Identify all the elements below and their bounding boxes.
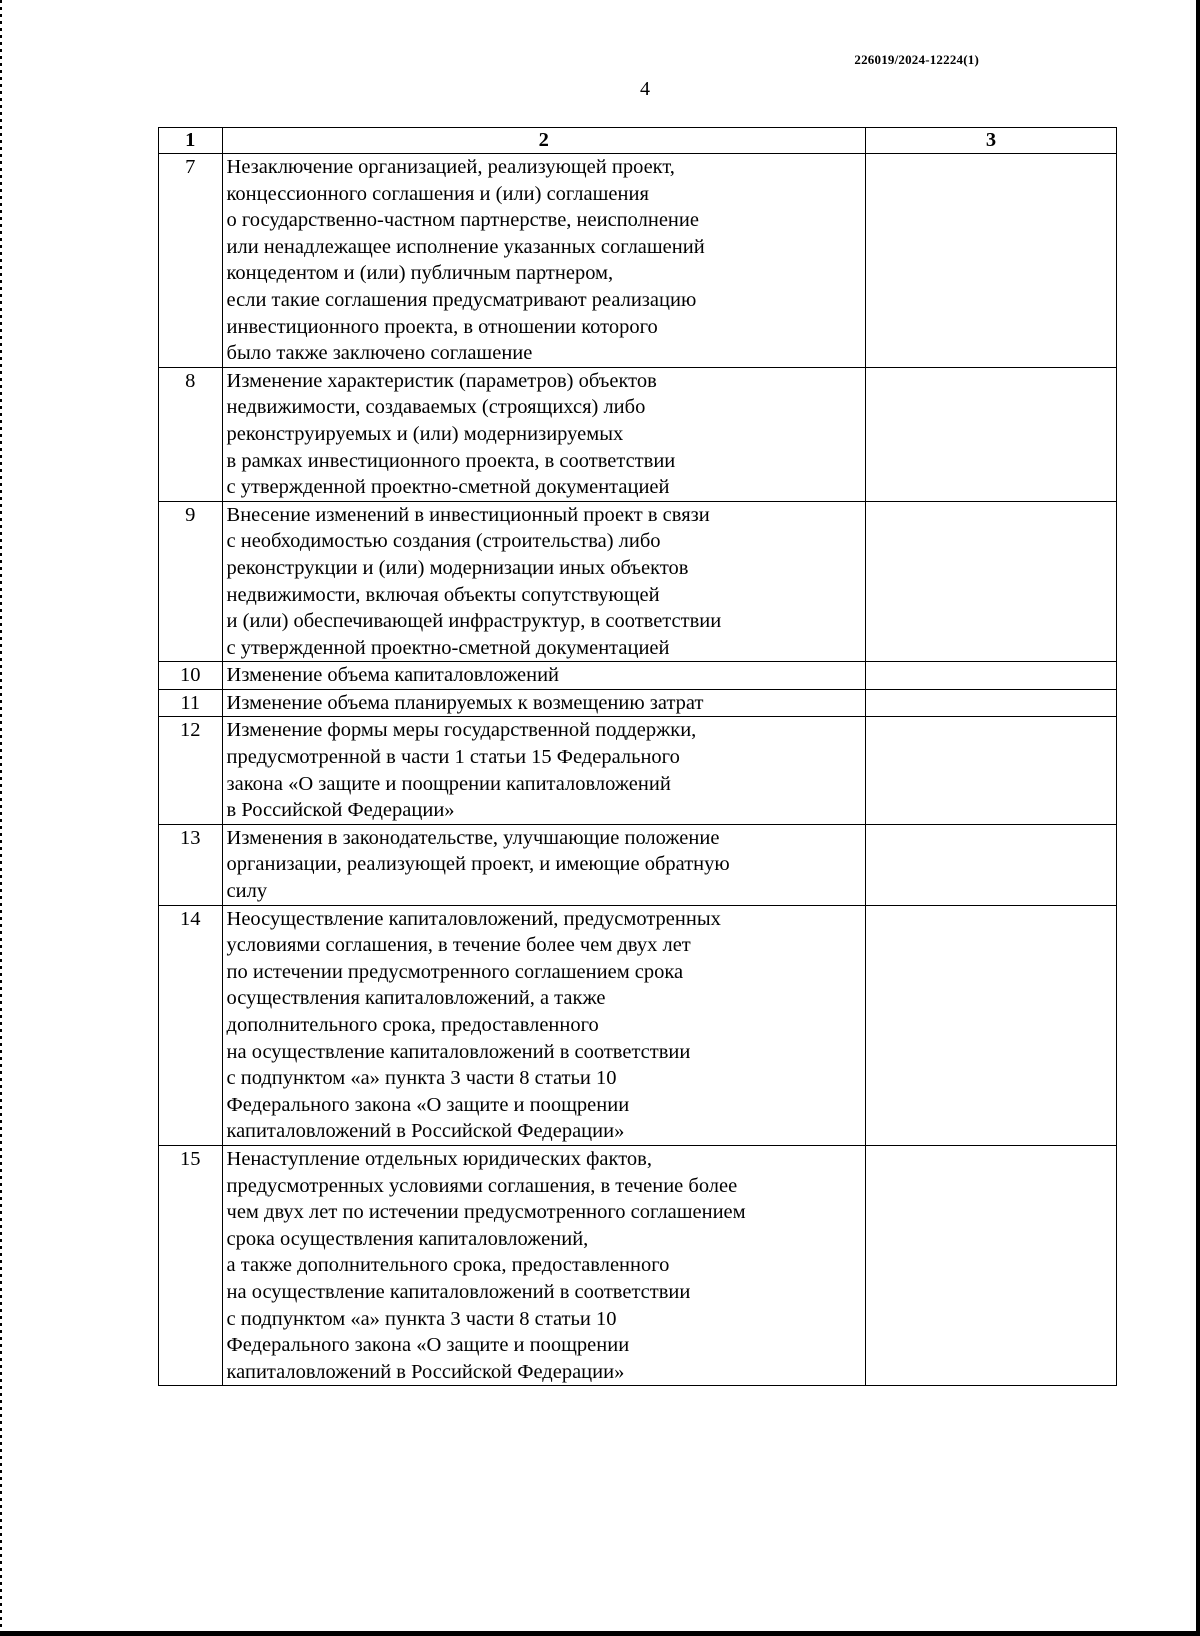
description-line: Неосуществление капиталовложений, предусмотренных <box>226 907 721 930</box>
row-number: 12 <box>159 717 223 824</box>
description-line: Изменение объема планируемых к возмещению затрат <box>226 691 704 714</box>
description-line: Изменение характеристик (параметров) объектов <box>226 369 657 392</box>
description-line: с подпунктом «а» пункта 3 части 8 статьи 10 <box>226 1067 617 1090</box>
row-number: 8 <box>159 367 223 501</box>
row-column-3 <box>865 662 1116 690</box>
description-line: реконструируемых и (или) модернизируемых <box>226 422 624 445</box>
description-line: по истечении предусмотренного соглашением срока <box>226 960 684 983</box>
description-line: силу <box>226 880 268 903</box>
row-column-3 <box>865 717 1116 824</box>
description-line: концессионного соглашения и (или) соглашения <box>226 182 649 205</box>
row-column-3 <box>865 824 1116 905</box>
description-line: с необходимостью создания (строительства) либо <box>226 530 661 553</box>
description-line: с утвержденной проектно-сметной документацией <box>226 636 670 659</box>
table-row <box>159 905 1117 1145</box>
description-line: Изменения в законодательстве, улучшающие положение <box>226 826 720 849</box>
description-line: в рамках инвестиционного проекта, в соответствии <box>226 449 676 472</box>
description-line: если такие соглашения предусматривают реализацию <box>226 288 697 311</box>
description-line: капиталовложений в Российской Федерации» <box>226 1360 625 1383</box>
table-body <box>159 154 1117 1386</box>
description-line: недвижимости, создаваемых (строящихся) либо <box>226 396 646 419</box>
row-description <box>222 662 865 690</box>
row-description <box>222 501 865 662</box>
row-description <box>222 717 865 824</box>
header-col-3: 3 <box>865 128 1116 154</box>
row-description <box>222 824 865 905</box>
row-number: 9 <box>159 501 223 662</box>
row-description <box>222 154 865 368</box>
description-line: а также дополнительного срока, предоставленного <box>226 1254 670 1277</box>
scan-edge-left <box>0 0 2 1636</box>
row-number: 11 <box>159 689 223 717</box>
description-line: недвижимости, включая объекты сопутствующей <box>226 583 660 606</box>
scan-edge-bottom <box>0 1631 1200 1636</box>
changes-table <box>158 127 1117 1386</box>
page-number: 4 <box>640 78 650 100</box>
description-line: Федерального закона «О защите и поощрении <box>226 1093 630 1116</box>
description-line: инвестиционного проекта, в отношении которого <box>226 315 658 338</box>
row-column-3 <box>865 154 1116 368</box>
description-line: предусмотренных условиями соглашения, в течение более <box>226 1174 738 1197</box>
description-line: Изменение объема капиталовложений <box>226 664 560 687</box>
row-column-3 <box>865 367 1116 501</box>
table-row <box>159 717 1117 824</box>
description-line: с подпунктом «а» пункта 3 части 8 статьи 10 <box>226 1307 617 1330</box>
description-line: Федерального закона «О защите и поощрении <box>226 1334 630 1357</box>
description-line: на осуществление капиталовложений в соответствии <box>226 1040 691 1063</box>
description-line: было также заключено соглашение <box>226 342 533 365</box>
table-row <box>159 689 1117 717</box>
description-line: срока осуществления капиталовложений, <box>226 1227 589 1250</box>
row-number: 7 <box>159 154 223 368</box>
description-line: Внесение изменений в инвестиционный проект в связи <box>226 503 710 526</box>
description-line: закона «О защите и поощрении капиталовложений <box>226 772 671 795</box>
header-col-2: 2 <box>222 128 865 154</box>
description-line: о государственно-частном партнерстве, неисполнение <box>226 209 699 232</box>
description-line: и (или) обеспечивающей инфраструктур, в соответствии <box>226 610 722 633</box>
table-header-row <box>159 128 1117 154</box>
description-line: на осуществление капиталовложений в соответствии <box>226 1280 691 1303</box>
description-line: организации, реализующей проект, и имеющие обратную <box>226 853 730 876</box>
row-description <box>222 367 865 501</box>
table-row <box>159 1145 1117 1385</box>
description-line: в Российской Федерации» <box>226 799 455 822</box>
description-line: Ненаступление отдельных юридических фактов, <box>226 1147 652 1170</box>
row-column-3 <box>865 1145 1116 1385</box>
row-description <box>222 689 865 717</box>
description-line: условиями соглашения, в течение более чем двух лет <box>226 934 691 957</box>
description-line: осуществления капиталовложений, а также <box>226 987 606 1010</box>
table-row <box>159 824 1117 905</box>
row-column-3 <box>865 689 1116 717</box>
row-number: 13 <box>159 824 223 905</box>
row-description <box>222 905 865 1145</box>
description-line: концедентом и (или) публичным партнером, <box>226 262 614 285</box>
scan-edge-right <box>1196 0 1200 1636</box>
row-number: 14 <box>159 905 223 1145</box>
header-col-1: 1 <box>159 128 223 154</box>
description-line: Изменение формы меры государственной поддержки, <box>226 719 697 742</box>
row-number: 15 <box>159 1145 223 1385</box>
description-line: реконструкции и (или) модернизации иных объектов <box>226 556 689 579</box>
row-description <box>222 1145 865 1385</box>
description-line: Незаключение организацией, реализующей проект, <box>226 156 675 178</box>
table-row <box>159 662 1117 690</box>
description-line: дополнительного срока, предоставленного <box>226 1014 599 1036</box>
document-number: 226019/2024-12224(1) <box>854 52 979 67</box>
row-column-3 <box>865 501 1116 662</box>
description-line: капиталовложений в Российской Федерации» <box>226 1120 625 1143</box>
row-column-3 <box>865 905 1116 1145</box>
description-line: или ненадлежащее исполнение указанных соглашений <box>226 235 705 258</box>
table-row <box>159 501 1117 662</box>
description-line: предусмотренной в части 1 статьи 15 Федерального <box>226 746 680 769</box>
table-row <box>159 154 1117 368</box>
row-number: 10 <box>159 662 223 690</box>
description-line: чем двух лет по истечении предусмотренного соглашением <box>226 1201 746 1224</box>
description-line: с утвержденной проектно-сметной документацией <box>226 476 670 499</box>
table-row <box>159 367 1117 501</box>
